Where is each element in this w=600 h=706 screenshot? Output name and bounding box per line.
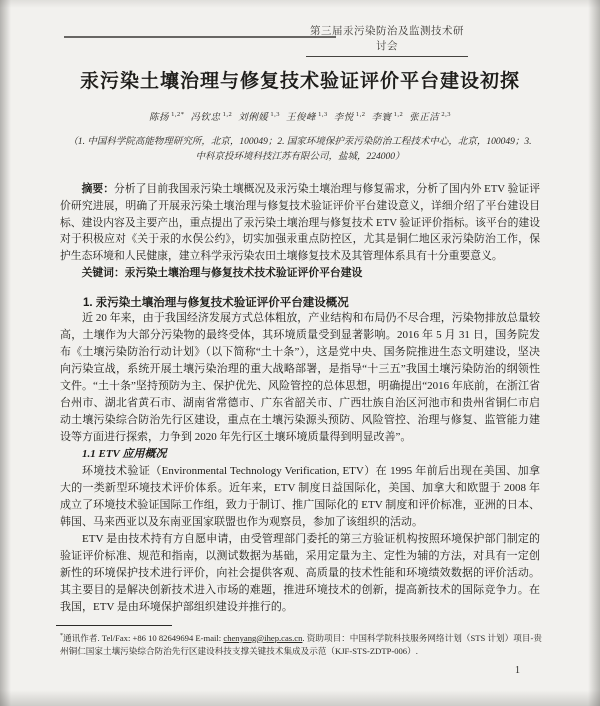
abstract-paragraph — [60, 181, 540, 265]
section-1-1-heading: 1.1 ETV 应用概况 — [82, 447, 167, 460]
abstract-label: 摘要： — [81, 183, 115, 195]
author: 陈扬 $^{1,2*}$ — [148, 110, 185, 123]
header-divider-line — [64, 36, 336, 38]
section-1-1-paragraph-1: 环境技术验证（Environmental Technology Verification, ETV）在 1995 年前后出现在美国、加拿大的一类新型环境技术评价体系。近年来，ETV 制度日益国际化，美国、加拿大和欧盟于 2008 年成立了环境技术验证国际工作组，致力于制订、推广国际化的 ETV 制度和评价标准，亚洲的日本、韩国、马来西亚以及东南亚国家联盟也作为观察员，参加了该组织的活动。 — [60, 464, 540, 528]
paper-title: 汞污染土壤治理与修复技术验证评价平台建设初探 — [79, 71, 520, 92]
author-line — [60, 109, 540, 123]
author: 王俊峰 $^{1,3}$ — [285, 110, 328, 123]
author: 李悦 $^{1,2}$ — [333, 110, 366, 123]
section-1-1-paragraph-2: ETV 是由技术持有方自愿申请，由受管理部门委托的第三方验证机构按照环境保护部门制定的验证评价标准、规范和指南，以测试数据为基础，采用定量为主、定性为辅的方法，对具有一定创新性的环境保护技术进行评价，向社会提供客观、高质量的技术性能和环境绩效数据的评价活动。其主要目的是解决创新技术进入市场的难题，推进环境技术的创新，提高新技术的国际竞争力。在我国，ETV 是由环境保护部组织建设并推行的。 — [60, 532, 540, 613]
keywords-line — [60, 265, 540, 282]
footnote-divider-line — [56, 625, 172, 626]
footnote-marker: * — [60, 632, 63, 639]
section-1-heading: 1. 汞污染土壤治理与修复技术验证评价平台建设概况 — [83, 296, 349, 309]
author: 李寰 $^{1,2}$ — [371, 110, 404, 123]
page-number: 1 — [515, 665, 520, 676]
footnote-text-before-email: 通讯作者. Tel/Fax: +86 10 82649694 E-mail: — [63, 632, 224, 643]
abstract-text: 分析了目前我国汞污染土壤概况及汞污染土壤治理与修复需求，分析了国内外 ETV 验证评价研究进展，明确了开展汞污染土壤治理与修复技术验证评价平台建设意义，详细介绍了平台建设目标、建设内容及主要产出，重点提出了汞污染土壤治理与修复技术 ETV 验证评价指标。该平台的建设对于积极应对《关于汞的水俣公约》，切实加强汞重点防控区，尤其是铜仁地区汞污染防治工作，保护生态环境和人民健康，建立科学汞污染农田土壤修复技术及其管理体系具有十分重要意义。 — [60, 183, 541, 263]
corresponding-author-email: chenyang@ihep.cas.cn — [223, 632, 303, 643]
footnote — [60, 630, 542, 658]
page-content — [60, 66, 540, 658]
affiliations: （1. 中国科学院高能物理研究所，北京，100049；2. 国家环境保护汞污染防治工程技术中心，北京，100049；3. 中科京投环境科技江苏有限公司，盐城，224000） — [68, 137, 532, 162]
keywords-text: 汞污染土壤治理与修复技术技术验证评价平台建设 — [124, 266, 363, 279]
footnote-text-after-email: . 资助项目：中国科学院科技服务网络计划（STS 计划）项目-贵州铜仁国家土壤污染综合防治先行区建设科技支撑关键技术集成及示范（KJF-STS-ZDTP-006）. — [60, 632, 542, 656]
keywords-label: 关键词： — [81, 266, 125, 279]
conference-header: 第三届汞污染防治及监测技术研讨会 — [306, 23, 468, 57]
author: 张正洁 $^{2,3}$ — [409, 110, 452, 123]
author: 冯钦忠 $^{1,2}$ — [190, 110, 233, 123]
author: 刘俐媛 $^{1,3}$ — [238, 110, 280, 123]
section-1-paragraph-1: 近 20 年来，由于我国经济发展方式总体粗放，产业结构和布局仍不尽合理，污染物排放总量较高，土壤作为大部分污染物的最终受体，其环境质量受到显著影响。2016 年 5 月 31 日，国务院发布《土壤污染防治行动计划》（以下简称“土十条”），这是党中央、国务院推进生态文明建设，坚决向污染宣战，系统开展土壤污染治理的重大战略部署，是指导“十三五”我国土壤污染防治的纲领性文件。“土十条”坚持预防为主、保护优先、风险管控的总体思想，明确提出“2016 年底前，在浙江省台州市、湖北省黄石市、湖南省常德市、广东省韶关市、广西壮族自治区河池市和贵州省铜仁市启动土壤污染综合防治先行区建设，重点在土壤污染源头预防、风险管控、治理与修复、监管能力建设等方面进行探索，力争到 2020 年先行区土壤环境质量得到明显改善”。 — [60, 311, 540, 443]
